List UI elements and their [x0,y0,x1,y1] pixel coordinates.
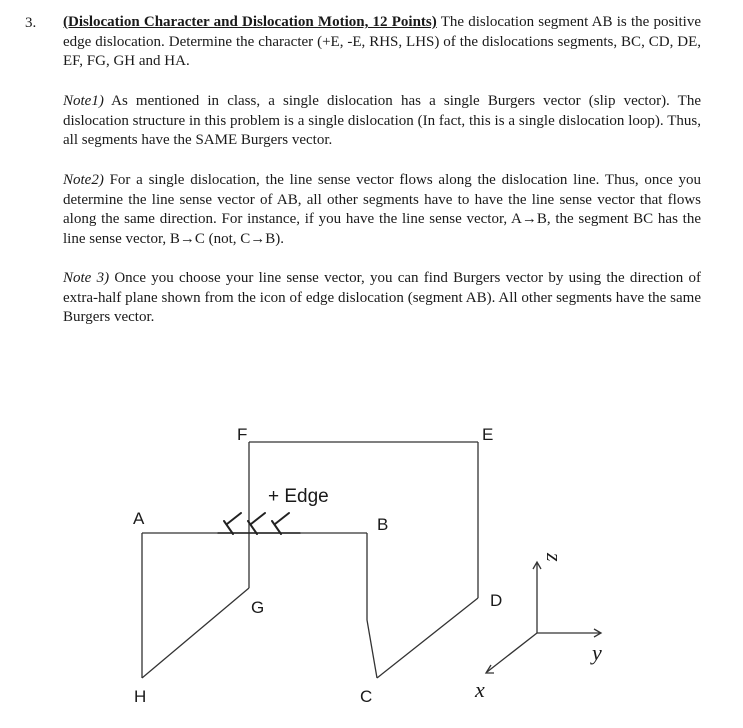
label-a: A [133,509,145,528]
note-1-text: As mentioned in class, a single dislocation has a single Burgers vector (slip vector). The dislocation structure in this problem is a single dislocation (In fact, this is a single dislocation loop). Thus, all segments have the SAME Burgers vector. [63,93,701,148]
axis-label-z: z [542,553,567,562]
edge-label: + Edge [268,486,329,507]
label-f: F [237,425,248,444]
label-e: E [482,425,494,444]
axis-label-y: y [592,640,602,665]
label-h: H [134,687,147,706]
question-number: 3. [25,15,37,31]
edge-dislocation-symbol-3 [272,513,289,534]
segment-gh [142,588,249,678]
note-2-label: Note2) [63,172,104,188]
question-body: The dislocation segment AB is the positive edge dislocation. Determine the character (+E, -E, RHS, LHS) of the dislocations segments, BC, CD, DE, EF, FG, GH and HA. [63,14,701,69]
note-3-text: Once you choose your line sense vector, you can find Burgers vector by using the direction of extra-half plane shown from the icon of edge dislocation (segment AB). All other segments have the same Burgers vector. [63,270,701,325]
segment-bc [367,533,377,678]
label-c: C [360,687,373,706]
question-heading: (Dislocation Character and Dislocation Motion, 12 Points) [63,14,437,30]
note-2-text: For a single dislocation, the line sense vector flows along the dislocation line. Thus, once you determine the line sense vector of AB, all other segments have to have the line sense vector that flows along the same direction. For instance, if you have the line sense vector, A→B, the segment BC has the line sense vector, B→C (not, C→B). [63,172,701,247]
note-3-label: Note 3) [63,270,110,286]
segment-cd [377,598,478,678]
x-axis-line [487,633,537,672]
label-g: G [251,598,265,617]
note-1-label: Note1) [63,93,104,109]
edge-dislocation-symbol-2 [248,513,265,534]
label-d: D [490,591,503,610]
axis-label-x: x [475,677,485,702]
edge-dislocation-symbol-1 [224,513,241,534]
label-b: B [377,515,389,534]
